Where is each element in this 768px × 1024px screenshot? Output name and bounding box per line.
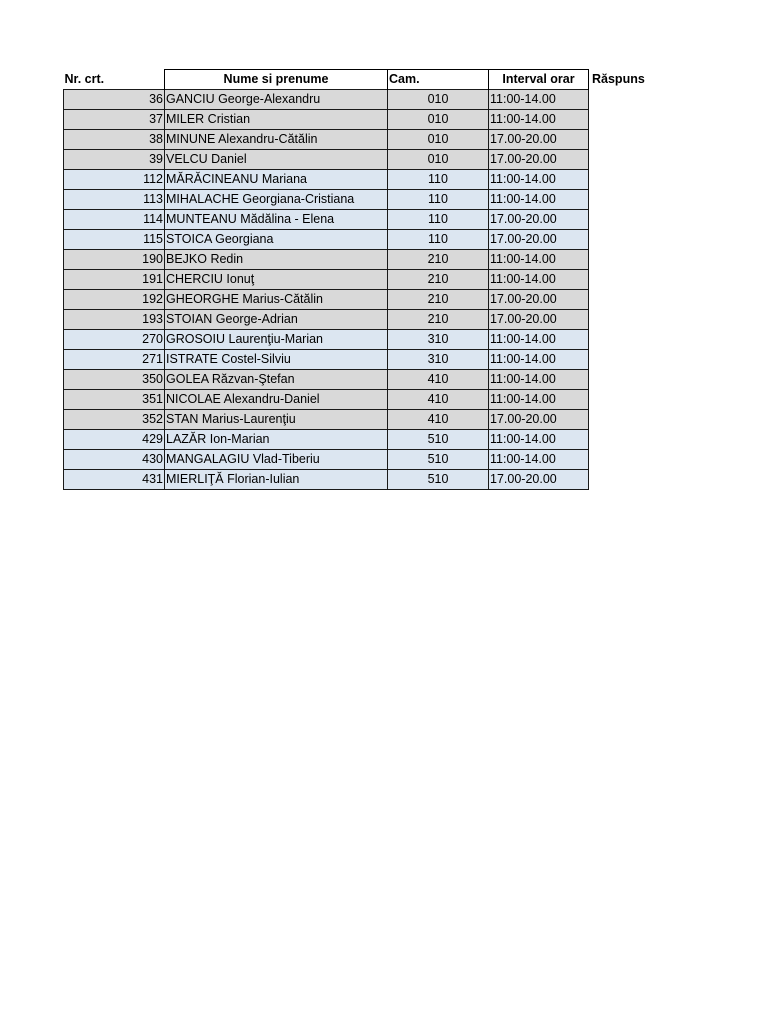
answer-cell (589, 370, 659, 390)
answer-cell (589, 230, 659, 250)
room-cell: 110 (388, 230, 489, 250)
table-row (64, 210, 659, 230)
schedule-table (63, 69, 659, 490)
room-cell: 210 (388, 270, 489, 290)
row-number-cell: 352 (64, 410, 165, 430)
header-row (64, 70, 659, 90)
table-row (64, 270, 659, 290)
room-cell: 410 (388, 390, 489, 410)
time-interval-cell: 17.00-20.00 (489, 150, 589, 170)
table-row (64, 190, 659, 210)
time-interval-cell: 11:00-14.00 (489, 190, 589, 210)
row-number-cell: 430 (64, 450, 165, 470)
table-row (64, 330, 659, 350)
time-interval-cell: 11:00-14.00 (489, 430, 589, 450)
student-name-cell: BEJKO Redin (165, 250, 388, 270)
time-interval-cell: 11:00-14.00 (489, 170, 589, 190)
row-number-cell: 37 (64, 110, 165, 130)
table-row (64, 250, 659, 270)
answer-cell (589, 390, 659, 410)
answer-cell (589, 430, 659, 450)
time-interval-cell: 11:00-14.00 (489, 450, 589, 470)
time-interval-cell: 11:00-14.00 (489, 250, 589, 270)
room-cell: 510 (388, 430, 489, 450)
room-cell: 510 (388, 450, 489, 470)
table-body (64, 90, 659, 490)
row-number-cell: 39 (64, 150, 165, 170)
room-cell: 410 (388, 410, 489, 430)
schedule-sheet (63, 69, 659, 490)
student-name-cell: GROSOIU Laurenţiu-Marian (165, 330, 388, 350)
row-number-cell: 36 (64, 90, 165, 110)
student-name-cell: MINUNE Alexandru-Cătălin (165, 130, 388, 150)
student-name-cell: STOIAN George-Adrian (165, 310, 388, 330)
table-row (64, 370, 659, 390)
room-cell: 210 (388, 290, 489, 310)
answer-cell (589, 290, 659, 310)
answer-cell (589, 110, 659, 130)
table-row (64, 230, 659, 250)
table-row (64, 130, 659, 150)
student-name-cell: MUNTEANU Mădălina - Elena (165, 210, 388, 230)
time-interval-cell: 17.00-20.00 (489, 130, 589, 150)
answer-cell (589, 250, 659, 270)
table-row (64, 470, 659, 490)
header-interval: Interval orar (489, 70, 589, 90)
student-name-cell: MĂRĂCINEANU Mariana (165, 170, 388, 190)
table-row (64, 450, 659, 470)
room-cell: 010 (388, 110, 489, 130)
room-cell: 110 (388, 170, 489, 190)
student-name-cell: MILER Cristian (165, 110, 388, 130)
time-interval-cell: 17.00-20.00 (489, 410, 589, 430)
row-number-cell: 429 (64, 430, 165, 450)
row-number-cell: 271 (64, 350, 165, 370)
room-cell: 510 (388, 470, 489, 490)
row-number-cell: 115 (64, 230, 165, 250)
answer-cell (589, 450, 659, 470)
student-name-cell: GHEORGHE Marius-Cătălin (165, 290, 388, 310)
room-cell: 110 (388, 190, 489, 210)
row-number-cell: 193 (64, 310, 165, 330)
header-name: Nume si prenume (165, 70, 388, 90)
table-row (64, 90, 659, 110)
student-name-cell: VELCU Daniel (165, 150, 388, 170)
table-row (64, 430, 659, 450)
row-number-cell: 350 (64, 370, 165, 390)
room-cell: 010 (388, 150, 489, 170)
answer-cell (589, 170, 659, 190)
answer-cell (589, 330, 659, 350)
table-row (64, 350, 659, 370)
answer-cell (589, 270, 659, 290)
table-row (64, 410, 659, 430)
answer-cell (589, 130, 659, 150)
student-name-cell: GOLEA Răzvan-Ştefan (165, 370, 388, 390)
table-row (64, 150, 659, 170)
row-number-cell: 113 (64, 190, 165, 210)
answer-cell (589, 470, 659, 490)
student-name-cell: NICOLAE Alexandru-Daniel (165, 390, 388, 410)
student-name-cell: STAN Marius-Laurenţiu (165, 410, 388, 430)
time-interval-cell: 17.00-20.00 (489, 210, 589, 230)
room-cell: 110 (388, 210, 489, 230)
answer-cell (589, 150, 659, 170)
room-cell: 310 (388, 330, 489, 350)
row-number-cell: 351 (64, 390, 165, 410)
row-number-cell: 192 (64, 290, 165, 310)
student-name-cell: LAZĂR Ion-Marian (165, 430, 388, 450)
row-number-cell: 190 (64, 250, 165, 270)
header-room: Cam. (388, 70, 489, 90)
student-name-cell: GANCIU George-Alexandru (165, 90, 388, 110)
answer-cell (589, 190, 659, 210)
student-name-cell: STOICA Georgiana (165, 230, 388, 250)
time-interval-cell: 11:00-14.00 (489, 370, 589, 390)
time-interval-cell: 11:00-14.00 (489, 270, 589, 290)
student-name-cell: CHERCIU Ionuţ (165, 270, 388, 290)
header-answer: Răspuns (589, 70, 659, 90)
answer-cell (589, 350, 659, 370)
answer-cell (589, 90, 659, 110)
header-nr-crt: Nr. crt. (64, 70, 165, 90)
room-cell: 310 (388, 350, 489, 370)
answer-cell (589, 210, 659, 230)
row-number-cell: 270 (64, 330, 165, 350)
row-number-cell: 112 (64, 170, 165, 190)
table-row (64, 390, 659, 410)
table-row (64, 290, 659, 310)
row-number-cell: 38 (64, 130, 165, 150)
row-number-cell: 431 (64, 470, 165, 490)
time-interval-cell: 11:00-14.00 (489, 90, 589, 110)
table-header (64, 70, 659, 90)
room-cell: 010 (388, 90, 489, 110)
time-interval-cell: 11:00-14.00 (489, 350, 589, 370)
time-interval-cell: 11:00-14.00 (489, 330, 589, 350)
time-interval-cell: 11:00-14.00 (489, 110, 589, 130)
room-cell: 210 (388, 250, 489, 270)
room-cell: 210 (388, 310, 489, 330)
row-number-cell: 191 (64, 270, 165, 290)
time-interval-cell: 11:00-14.00 (489, 390, 589, 410)
student-name-cell: MIERLIŢĂ Florian-Iulian (165, 470, 388, 490)
table-row (64, 110, 659, 130)
answer-cell (589, 410, 659, 430)
student-name-cell: MIHALACHE Georgiana-Cristiana (165, 190, 388, 210)
answer-cell (589, 310, 659, 330)
table-row (64, 310, 659, 330)
time-interval-cell: 17.00-20.00 (489, 290, 589, 310)
room-cell: 410 (388, 370, 489, 390)
table-row (64, 170, 659, 190)
student-name-cell: MANGALAGIU Vlad-Tiberiu (165, 450, 388, 470)
time-interval-cell: 17.00-20.00 (489, 230, 589, 250)
row-number-cell: 114 (64, 210, 165, 230)
student-name-cell: ISTRATE Costel-Silviu (165, 350, 388, 370)
time-interval-cell: 17.00-20.00 (489, 470, 589, 490)
time-interval-cell: 17.00-20.00 (489, 310, 589, 330)
room-cell: 010 (388, 130, 489, 150)
